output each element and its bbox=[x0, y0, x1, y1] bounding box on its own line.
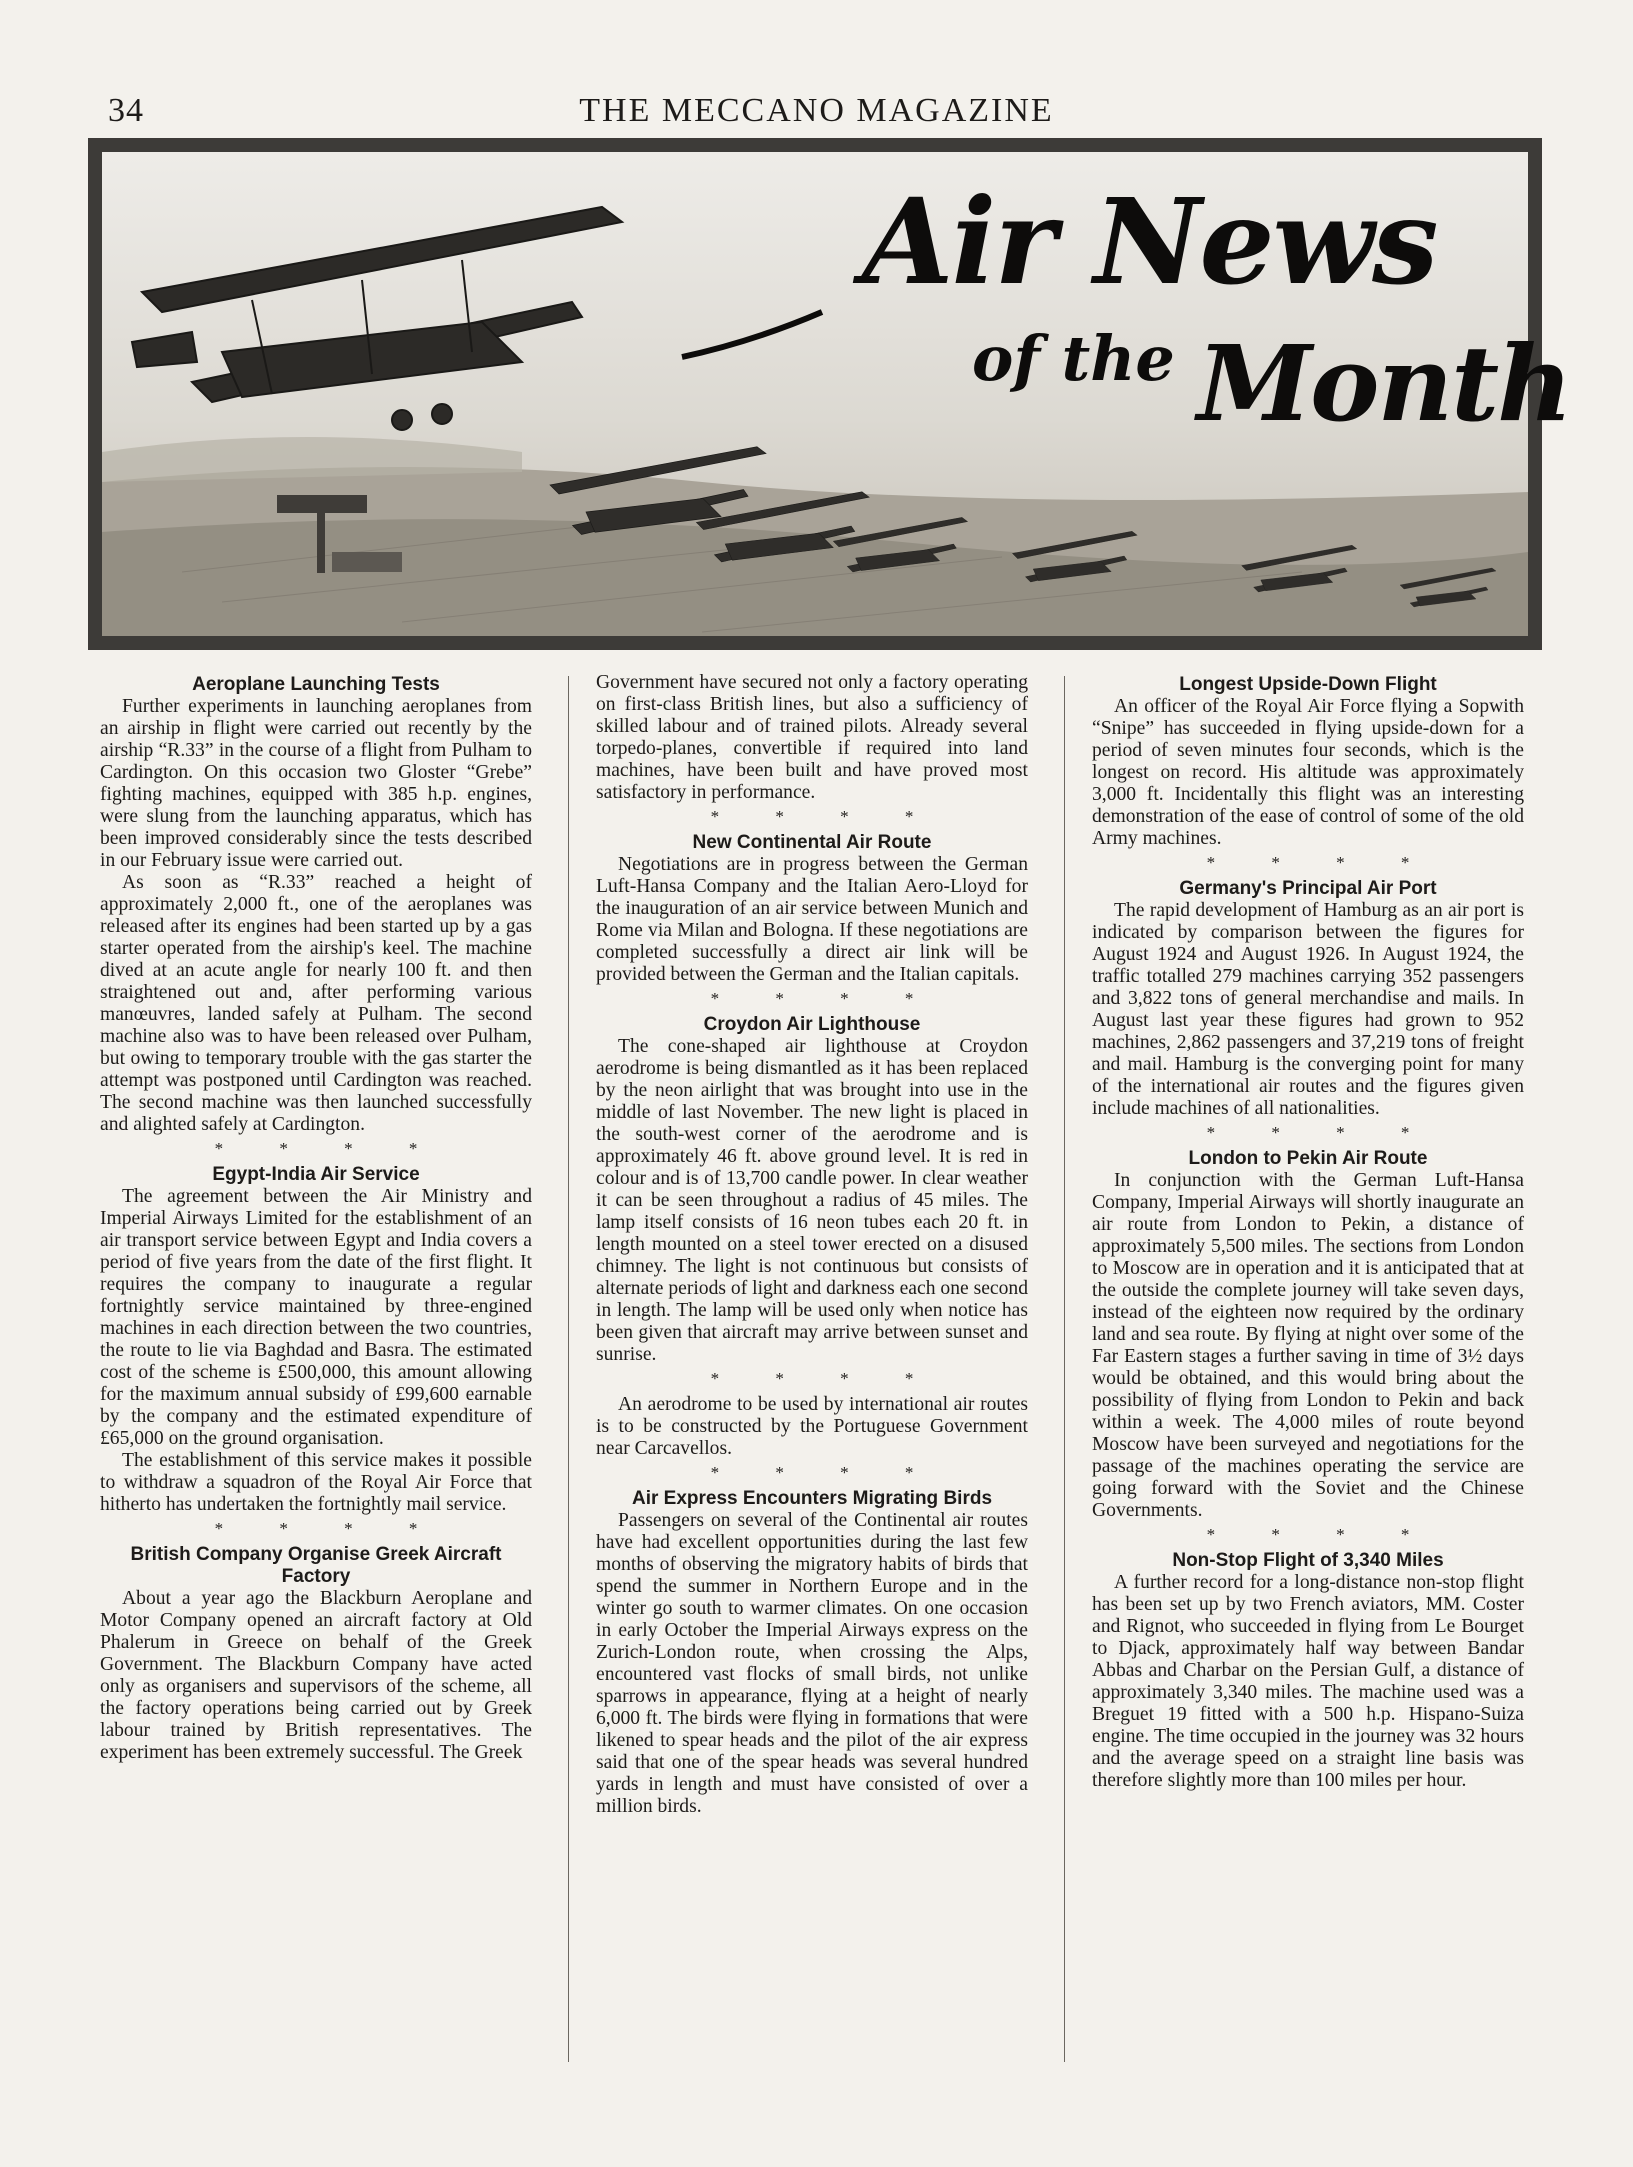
banner-title-air-news: Air News bbox=[862, 172, 1437, 311]
banner-title-month: Month bbox=[1197, 322, 1571, 445]
article-croydon-air-lighthouse bbox=[596, 1014, 1028, 1366]
section-separator: * * * * bbox=[214, 1519, 444, 1538]
article-portuguese-aerodrome bbox=[596, 1394, 1028, 1460]
air-news-banner bbox=[88, 138, 1571, 650]
article-heading: Non-Stop Flight of 3,340 Miles bbox=[1172, 1550, 1444, 1571]
article-egypt-india-air-service bbox=[100, 1164, 532, 1516]
article-heading: Air Express Encounters Migrating Birds bbox=[631, 1488, 993, 1509]
section-separator: * * * * bbox=[710, 1463, 940, 1482]
section-separator: * * * * bbox=[1206, 1123, 1436, 1142]
article-british-company-greek-factory bbox=[100, 1544, 532, 1764]
article-heading: Longest Upside-Down Flight bbox=[1179, 674, 1437, 695]
article-greek-factory-continued bbox=[596, 672, 1028, 804]
section-separator: * * * * bbox=[710, 807, 940, 826]
article-paragraph: A further record for a long-distance non-stop flight has been set up by two French aviators, MM. Coster and Rignot, who succeeded in flying from Le Bourget to Djack, approximately half way between Bandar Abbas and Charbar on the Persian Gulf, a distance of approximately 3,340 miles. The machine used was a Breguet 19 fitted with a 500 h.p. Hispano-Suiza engine. The time occupied in the journey was 32 hours and the average speed on a straight line basis was therefore slightly more than 100 miles per hour. bbox=[1092, 1572, 1524, 1791]
article-heading: Egypt-India Air Service bbox=[212, 1164, 420, 1185]
article-column-3 bbox=[1092, 672, 1524, 1792]
article-heading: Aeroplane Launching Tests bbox=[192, 674, 440, 695]
article-london-to-pekin-air-route bbox=[1092, 1148, 1524, 1522]
article-paragraph: The rapid development of Hamburg as an air port is indicated by comparison between the figures for August 1924 and August 1926. In August 1924, the traffic totalled 279 machines carrying 352 passengers and 3,822 tons of general merchandise and mails. In August last year these figures had grown to 952 machines, 2,862 passengers and 37,219 tons of freight and mail. Hamburg is the converging point for many of the international air routes and the figures given include machines of all nationalities. bbox=[1092, 900, 1524, 1119]
article-longest-upside-down-flight bbox=[1092, 674, 1524, 850]
section-separator: * * * * bbox=[710, 989, 940, 1008]
banner-illustration bbox=[102, 152, 1571, 636]
column-divider bbox=[1064, 676, 1065, 2062]
article-paragraph: The agreement between the Air Ministry and Imperial Airways Limited for the establishment of an air transport service between Egypt and India covers a period of five years from the date of the first flight. It requires the company to inaugurate a regular fortnightly service maintained by three-engined machines in each direction between the two countries, the route to lie via Baghdad and Basra. The estimated cost of the scheme is £500,000, this amount allowing for the maximum annual subsidy of £99,600 earnable by the company and the estimated expenditure of £65,000 on the ground organisation. bbox=[100, 1186, 532, 1449]
article-paragraph: Government have secured not only a factory operating on first-class British lines, but also a sufficiency of skilled labour and of trained pilots. Already several torpedo-planes, convertible if required into land machines, have been built and have proved most satisfactory in performance. bbox=[596, 672, 1028, 803]
large-biplane bbox=[132, 207, 622, 430]
article-new-continental-air-route bbox=[596, 832, 1028, 986]
article-paragraph: Negotiations are in progress between the German Luft-Hansa Company and the Italian Aero-Lloyd for the inauguration of an air service between Munich and Rome via Milan and Bologna. If these negotiations are completed successfully a direct air link will be provided between the German and the Italian capitals. bbox=[596, 854, 1028, 985]
section-separator: * * * * bbox=[1206, 853, 1436, 872]
magazine-title: THE MECCANO MAGAZINE bbox=[579, 92, 1054, 129]
article-heading: New Continental Air Route bbox=[692, 832, 932, 853]
article-paragraph: About a year ago the Blackburn Aeroplane and Motor Company opened an aircraft factory at Old Phalerum in Greece on behalf of the Greek Government. The Blackburn Company have acted only as organisers and supervisors of the scheme, all the factory operations being carried out by Greek labour trained by British representatives. The experiment has been extremely successful. The Greek bbox=[100, 1588, 532, 1763]
article-paragraph: In conjunction with the German Luft-Hansa Company, Imperial Airways will shortly inaugurate an air route from London to Pekin, a distance of approximately 5,500 miles. The sections from London to Moscow are in operation and it is anticipated that at the outside the complete journey will take seven days, instead of the eighteen now required by the ordinary land and sea route. By flying at night over some of the Far Eastern stages a further saving in time of 3½ days would be obtained, and this would bring about the possibility of flying from London to Pekin and back within a week. The 4,000 miles of route beyond Moscow have been surveyed and negotiations for the passage of the machines operating the service are going forward with the Soviet and the Chinese Governments. bbox=[1092, 1170, 1524, 1521]
column-divider bbox=[568, 676, 569, 2062]
section-separator: * * * * bbox=[214, 1139, 444, 1158]
section-separator: * * * * bbox=[1206, 1525, 1436, 1544]
article-column-1 bbox=[100, 672, 532, 1764]
page-number: 34 bbox=[108, 92, 144, 129]
article-germany-principal-air-port bbox=[1092, 878, 1524, 1120]
article-paragraph: Passengers on several of the Continental air routes have had excellent opportunities during the last few months of observing the migratory habits of birds that spend the summer in Northern Europe and in the winter go south to warmer climates. On one occasion in early October the Imperial Airways express on the Zurich-London route, when crossing the Alps, encountered vast flocks of small birds, not unlike sparrows in appearance, flying at a height of nearly 6,000 ft. The birds were flying in formations that were likened to spear heads and the pilot of the air express said that one of the spear heads was several hundred yards in length and must have consisted of over a million birds. bbox=[596, 1510, 1028, 1817]
article-heading: Germany's Principal Air Port bbox=[1179, 878, 1437, 899]
article-aeroplane-launching-tests bbox=[100, 674, 532, 1136]
article-paragraph: An officer of the Royal Air Force flying a Sopwith “Snipe” has succeeded in flying upside-down for a period of seven minutes four seconds, which is the longest on record. His altitude was approximately 3,000 ft. Incidentally this flight was an interesting demonstration of the ease of control of some of the old Army machines. bbox=[1092, 696, 1524, 849]
article-paragraph: An aerodrome to be used by international air routes is to be constructed by the Portuguese Government near Carcavellos. bbox=[596, 1394, 1028, 1459]
banner-title-of-the: of the bbox=[972, 322, 1175, 395]
article-heading: British Company Organise Greek Aircraft Factory bbox=[130, 1544, 502, 1587]
article-non-stop-flight bbox=[1092, 1550, 1524, 1792]
article-heading: London to Pekin Air Route bbox=[1188, 1148, 1428, 1169]
article-paragraph: As soon as “R.33” reached a height of approximately 2,000 ft., one of the aeroplanes was released after its engines had been started up by a gas starter operated from the airship's keel. The machine dived at an acute angle for nearly 100 ft. and then straightened out and, after performing various manœuvres, landed safely at Pulham. The second machine also was to have been released over Pulham, but owing to temporary trouble with the gas starter the attempt was postponed until Cardington was reached. The second machine was then launched successfully and alighted safely at Cardington. bbox=[100, 872, 532, 1135]
article-paragraph: The establishment of this service makes it possible to withdraw a squadron of the Royal Air Force that hitherto has undertaken the fortnightly mail service. bbox=[100, 1450, 532, 1515]
article-air-express-migrating-birds bbox=[596, 1488, 1028, 1818]
article-paragraph: The cone-shaped air lighthouse at Croydon aerodrome is being dismantled as it has been replaced by the neon airlight that was brought into use in the middle of last November. The new light is placed in the south-west corner of the aerodrome and is approximately 46 ft. above ground level. It is red in colour and is of 13,700 candle power. In clear weather it can be seen throughout a radius of 45 miles. The lamp itself consists of 16 neon tubes each 20 ft. in length mounted on a steel tower erected on a disused chimney. The light is not continuous but consists of alternate periods of light and darkness each one second in length. The lamp will be used only when notice has been given that aircraft may arrive between sunset and sunrise. bbox=[596, 1036, 1028, 1365]
article-column-2 bbox=[596, 672, 1028, 1818]
section-separator: * * * * bbox=[710, 1369, 940, 1388]
article-heading: Croydon Air Lighthouse bbox=[703, 1014, 921, 1035]
article-paragraph: Further experiments in launching aeroplanes from an airship in flight were carried out recently by the airship “R.33” in the course of a flight from Pulham to Cardington. On this occasion two Gloster “Grebe” fighting machines, equipped with 385 h.p. engines, were slung from the launching apparatus, which has been improved considerably since the tests described in our February issue were carried out. bbox=[100, 696, 532, 871]
